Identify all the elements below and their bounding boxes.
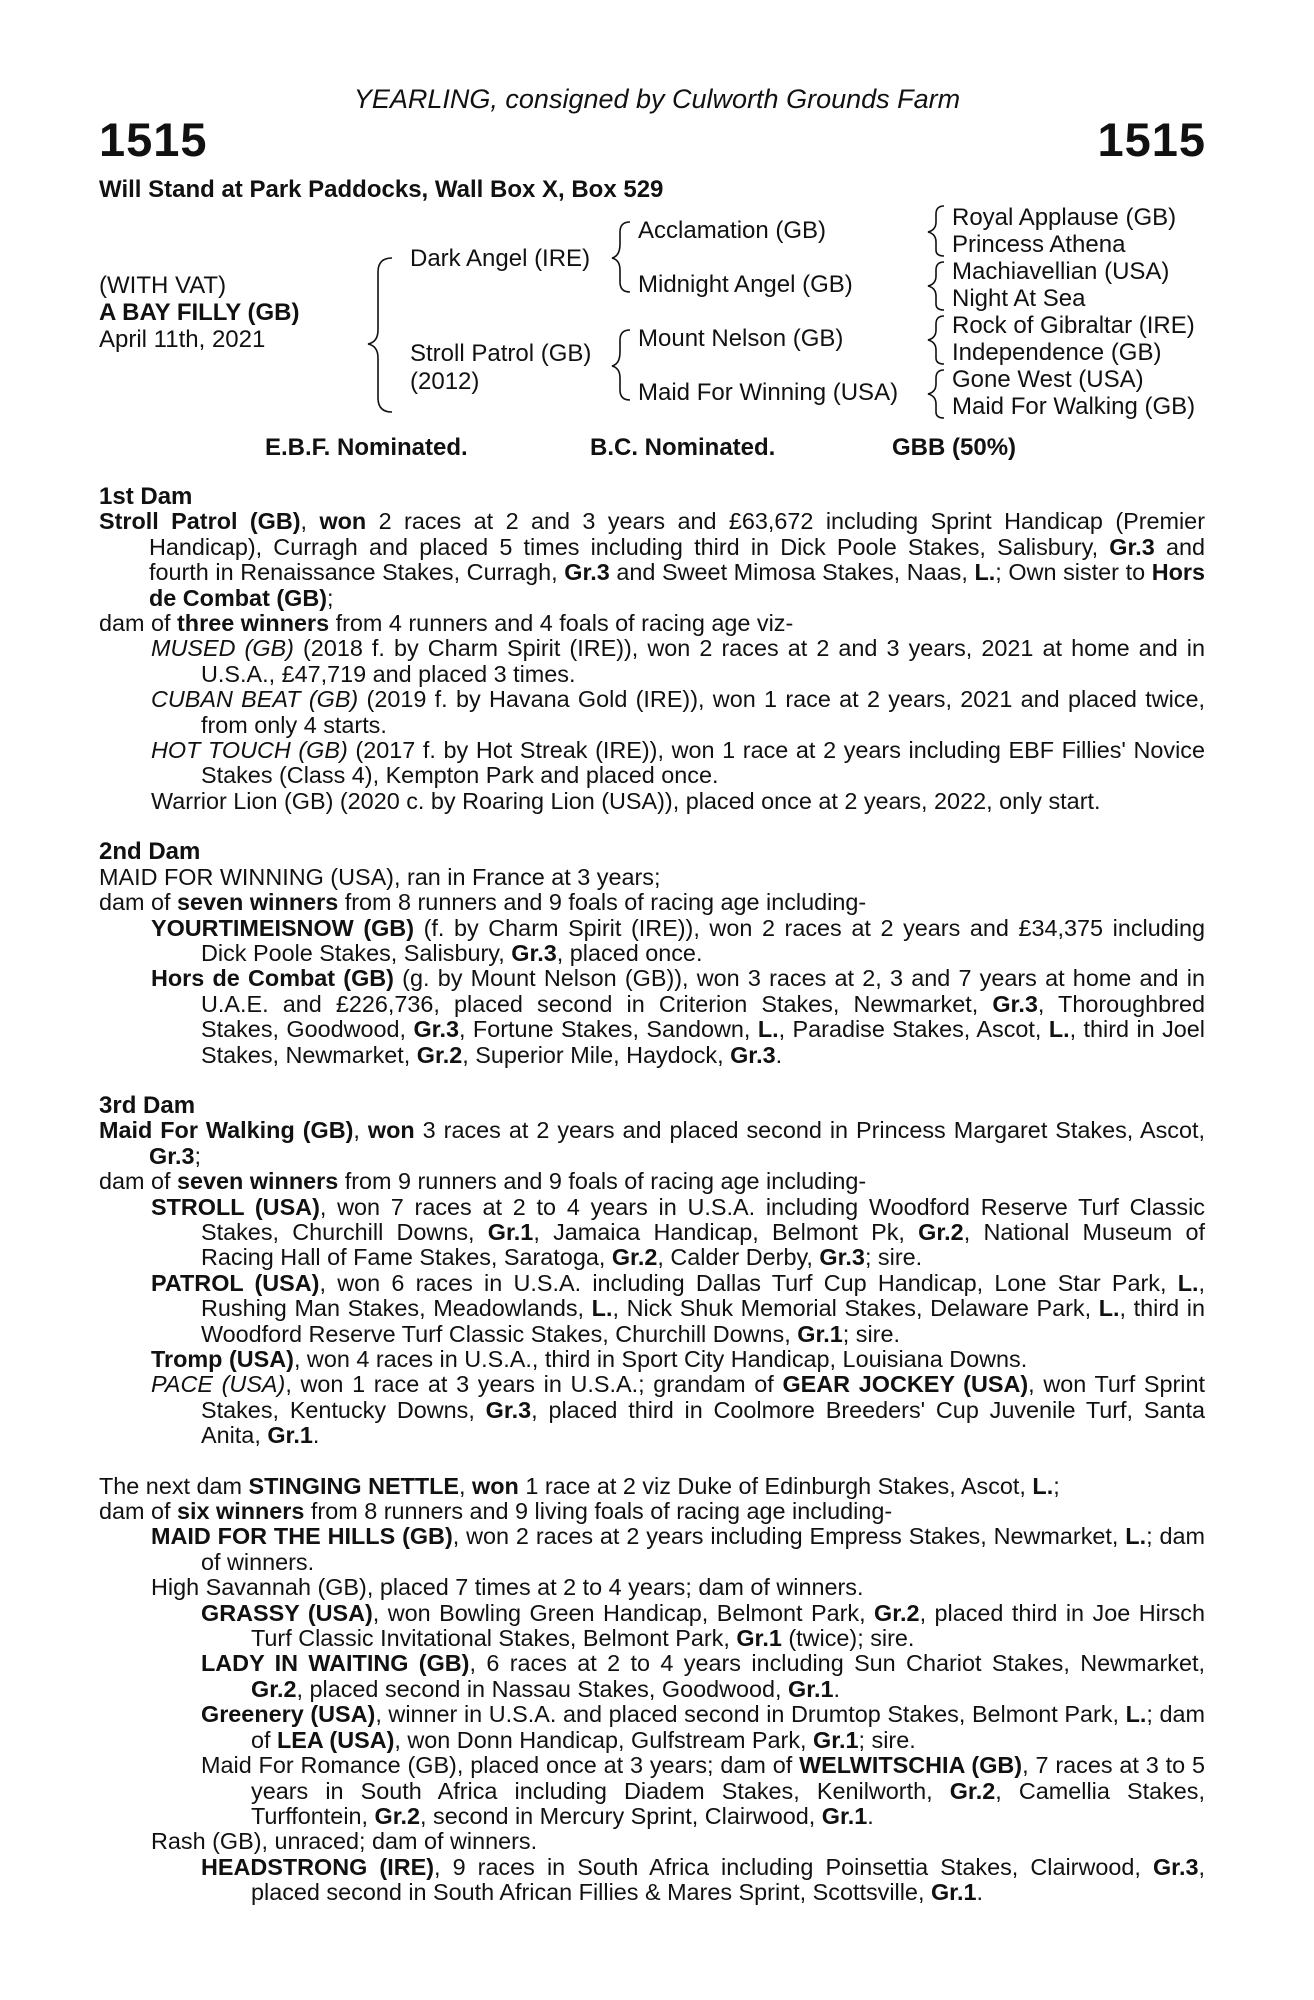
grandsire-3: Machiavellian (USA): [952, 258, 1170, 285]
produce-mused: MUSED (GB) (2018 f. by Charm Spirit (IRE)), won 2 races at 2 and 3 years, 2021 at home and in U.S.A., £47,719 and placed 3 times.: [151, 635, 1205, 687]
ebf-nomination: E.B.F. Nominated.: [265, 434, 468, 461]
produce-stroll: STROLL (USA), won 7 races at 2 to 4 years in U.S.A. including Woodford Reserve Turf Classic Stakes, Churchill Downs, Gr.1, Jamaica Handicap, Belmont Pk, Gr.2, National Museum of Racing Hall of Fame Stakes, Saratoga, Gr.2, Calder Derby, Gr.3; sire.: [151, 1193, 1205, 1271]
bc-nomination: B.C. Nominated.: [590, 434, 776, 461]
lot-number-right: 1515: [1097, 113, 1206, 166]
second-dam-record: MAID FOR WINNING (USA), ran in France at 3 years;: [99, 863, 661, 890]
section-heading-2nd-dam: 2nd Dam: [99, 838, 201, 866]
grandsire-1: Royal Applause (GB): [952, 204, 1177, 231]
produce-yourtimeisnow: YOURTIMEISNOW (GB) (f. by Charm Spirit (IRE)), won 2 races at 2 years and £34,375 including Dick Poole Stakes, Salisbury, Gr.3, placed once.: [151, 914, 1205, 966]
dam-sire: Mount Nelson (GB): [638, 325, 844, 352]
dam: Stroll Patrol (GB): [410, 340, 592, 367]
produce-headstrong: HEADSTRONG (IRE), 9 races in South Africa including Poinsettia Stakes, Clairwood, Gr.3, placed second in South African Fillies & Mares Sprint, Scottsville, Gr.1.: [201, 1853, 1205, 1906]
grandsire-6: Independence (GB): [952, 339, 1162, 366]
third-dam-record: Maid For Walking (GB), won 3 races at 2 years and placed second in Princess Margaret Stakes, Ascot, Gr.3;: [99, 1117, 1206, 1169]
produce-cuban-beat: CUBAN BEAT (GB) (2019 f. by Havana Gold (IRE)), won 1 race at 2 years, 2021 and placed twice, from only 4 starts.: [151, 686, 1205, 738]
section-heading-3rd-dam: 3rd Dam: [99, 1091, 196, 1119]
produce-grassy: GRASSY (USA), won Bowling Green Handicap, Belmont Park, Gr.2, placed third in Joe Hirsch Turf Classic Invitational Stakes, Belmont Park, Gr.1 (twice); sire.: [201, 1599, 1205, 1652]
produce-hors-de-combat: Hors de Combat (GB) (g. by Mount Nelson (GB)), won 3 races at 2, 3 and 7 years at home and in U.A.E. and £226,736, placed second in Criterion Stakes, Newmarket, Gr.3, Thoroughbred Stakes, Goodwood, Gr.3, Fortune Stakes, Sandown, L., Paradise Stakes, Ascot, L., third in Joel Stakes, Newmarket, Gr.2, Superior Mile, Haydock, Gr.3.: [151, 965, 1205, 1068]
sire: Dark Angel (IRE): [410, 245, 591, 272]
grandsire-5: Rock of Gibraltar (IRE): [952, 312, 1195, 339]
lot-number-left: 1515: [99, 113, 208, 166]
dam-dam: Maid For Winning (USA): [638, 379, 899, 406]
second-dam-produce-intro: dam of seven winners from 8 runners and 9 foals of racing age including-: [99, 889, 867, 916]
grandsire-2: Princess Athena: [952, 231, 1126, 258]
produce-lady-in-waiting: LADY IN WAITING (GB), 6 races at 2 to 4 years including Sun Chariot Stakes, Newmarket, Gr.2, placed second in Nassau Stakes, Goodwood, Gr.1.: [201, 1650, 1205, 1702]
grandsire-7: Gone West (USA): [952, 366, 1144, 393]
sire-sire: Acclamation (GB): [638, 217, 827, 244]
produce-greenery: Greenery (USA), winner in U.S.A. and placed second in Drumtop Stakes, Belmont Park, L.; dam of LEA (USA), won Donn Handicap, Gulfstream Park, Gr.1; sire.: [201, 1701, 1206, 1753]
stand-location: Will Stand at Park Paddocks, Wall Box X, Box 529: [99, 176, 664, 203]
third-dam-produce-intro: dam of seven winners from 9 runners and 9 foals of racing age including-: [99, 1168, 867, 1195]
sire-dam: Midnight Angel (GB): [638, 271, 853, 298]
first-dam-produce-intro: dam of three winners from 4 runners and 4 foals of racing age viz-: [99, 610, 794, 637]
dam-year: (2012): [410, 368, 480, 395]
produce-hot-touch: HOT TOUCH (GB) (2017 f. by Hot Streak (IRE)), won 1 race at 2 years including EBF Fillies' Novice Stakes (Class 4), Kempton Park and placed once.: [151, 737, 1206, 789]
catalogue-body: [99, 484, 1205, 1906]
produce-patrol: PATROL (USA), won 6 races in U.S.A. including Dallas Turf Cup Handicap, Lone Star Park, L., Rushing Man Stakes, Meadowlands, L., Nick Shuk Memorial Stakes, Delaware Park, L., third in Woodford Reserve Turf Classic Stakes, Churchill Downs, Gr.1; sire.: [151, 1269, 1205, 1347]
first-dam-record: Stroll Patrol (GB), won 2 races at 2 and 3 years and £63,672 including Sprint Handicap (Premier Handicap), Curragh and placed 5 times including third in Dick Poole Stakes, Salisbury, Gr.3 and fourth in Renaissance Stakes, Curragh, Gr.3 and Sweet Mimosa Stakes, Naas, L.; Own sister to Hors de Combat (GB);: [99, 508, 1205, 611]
next-dam-produce-intro: dam of six winners from 8 runners and 9 living foals of racing age including-: [99, 1498, 893, 1525]
produce-pace: PACE (USA), won 1 race at 3 years in U.S.A.; grandam of GEAR JOCKEY (USA), won Turf Sprint Stakes, Kentucky Downs, Gr.3, placed third in Coolmore Breeders' Cup Juvenile Turf, Santa Anita, Gr.1.: [151, 1371, 1205, 1449]
horse-name: A BAY FILLY (GB): [99, 299, 300, 326]
vat-note: (WITH VAT): [99, 272, 227, 299]
next-dam-record: The next dam STINGING NETTLE, won 1 race at 2 viz Duke of Edinburgh Stakes, Ascot, L.;: [99, 1472, 1060, 1499]
produce-rash: Rash (GB), unraced; dam of winners.: [151, 1828, 538, 1855]
consignment-line: YEARLING, consigned by Culworth Grounds Farm: [353, 84, 961, 114]
produce-warrior-lion: Warrior Lion (GB) (2020 c. by Roaring Lion (USA)), placed once at 2 years, 2022, only start.: [151, 787, 1101, 814]
produce-maid-for-romance: Maid For Romance (GB), placed once at 3 years; dam of WELWITSCHIA (GB), 7 races at 3 to 5 years in South Africa including Diadem Stakes, Kenilworth, Gr.2, Camellia Stakes, Turffontein, Gr.2, second in Mercury Sprint, Clairwood, Gr.1.: [201, 1752, 1205, 1829]
foaling-date: April 11th, 2021: [99, 326, 266, 353]
gbb-note: GBB (50%): [892, 434, 1017, 461]
grandsire-4: Night At Sea: [952, 285, 1086, 312]
section-heading-1st-dam: 1st Dam: [99, 483, 193, 510]
grandsire-8: Maid For Walking (GB): [952, 393, 1196, 420]
produce-maid-for-the-hills: MAID FOR THE HILLS (GB), won 2 races at 2 years including Empress Stakes, Newmarket, L.; dam of winners.: [151, 1523, 1205, 1575]
produce-high-savannah: High Savannah (GB), placed 7 times at 2 to 4 years; dam of winners.: [151, 1574, 864, 1601]
produce-tromp: Tromp (USA), won 4 races in U.S.A., third in Sport City Handicap, Louisiana Downs.: [151, 1346, 1028, 1372]
